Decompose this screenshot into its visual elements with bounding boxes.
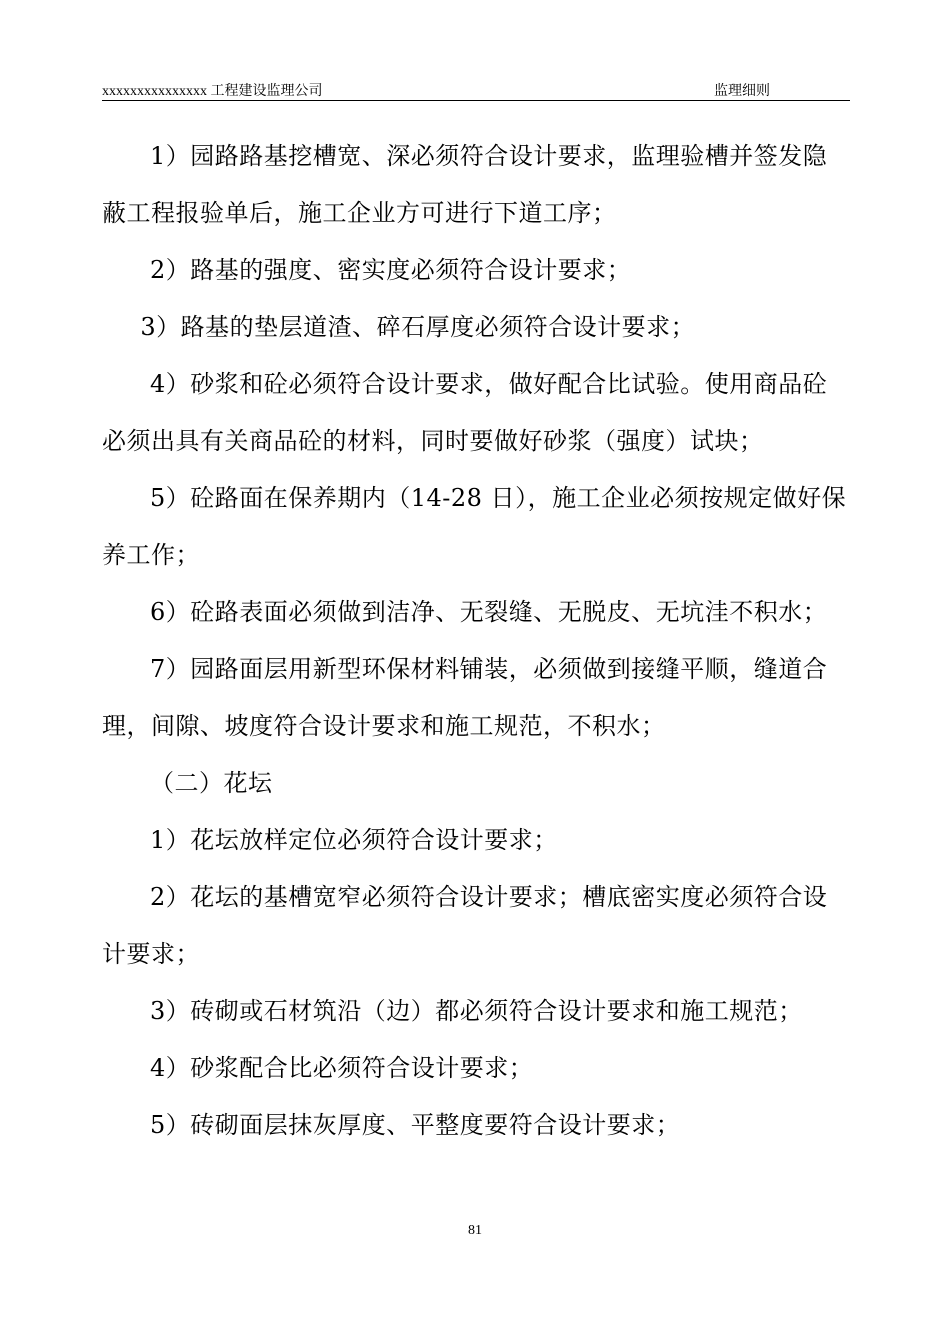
paragraph: 1）园路路基挖槽宽、深必须符合设计要求，监理验槽并签发隐蔽工程报验单后，施工企业方可进行下道工序；: [102, 142, 828, 227]
paragraph: 2）花坛的基槽宽窄必须符合设计要求；槽底密实度必须符合设计要求；: [102, 883, 828, 968]
paragraph: 4）砂浆配合比必须符合设计要求；: [150, 1054, 534, 1082]
paragraph: 3）路基的垫层道渣、碎石厚度必须符合设计要求；: [140, 313, 696, 341]
page-header: [102, 80, 850, 101]
paragraph: 3）砖砌或石材筑沿（边）都必须符合设计要求和施工规范；: [150, 997, 803, 1025]
section-heading: （二）花坛: [150, 769, 273, 797]
header-doc-title: 监理细则: [714, 84, 770, 99]
paragraph: 5）砖砌面层抹灰厚度、平整度要符合设计要求；: [150, 1111, 681, 1139]
paragraph: 1）花坛放样定位必须符合设计要求；: [150, 826, 558, 854]
paragraph: 5）砼路面在保养期内（14-28 日），施工企业必须按规定做好保养工作；: [102, 484, 847, 569]
paragraph: 4）砂浆和砼必须符合设计要求，做好配合比试验。使用商品砼必须出具有关商品砼的材料，同时要做好砂浆（强度）试块；: [102, 370, 828, 455]
paragraph: 7）园路面层用新型环保材料铺装，必须做到接缝平顺，缝道合理，间隙、坡度符合设计要求和施工规范，不积水；: [102, 655, 828, 740]
paragraph: 2）路基的强度、密实度必须符合设计要求；: [150, 256, 632, 284]
paragraph: 6）砼路表面必须做到洁净、无裂缝、无脱皮、无坑洼不积水；: [150, 598, 828, 626]
header-company: xxxxxxxxxxxxxxx 工程建设监理公司: [102, 84, 323, 99]
page-number: 81: [468, 1223, 482, 1238]
document-body: [102, 128, 850, 1154]
